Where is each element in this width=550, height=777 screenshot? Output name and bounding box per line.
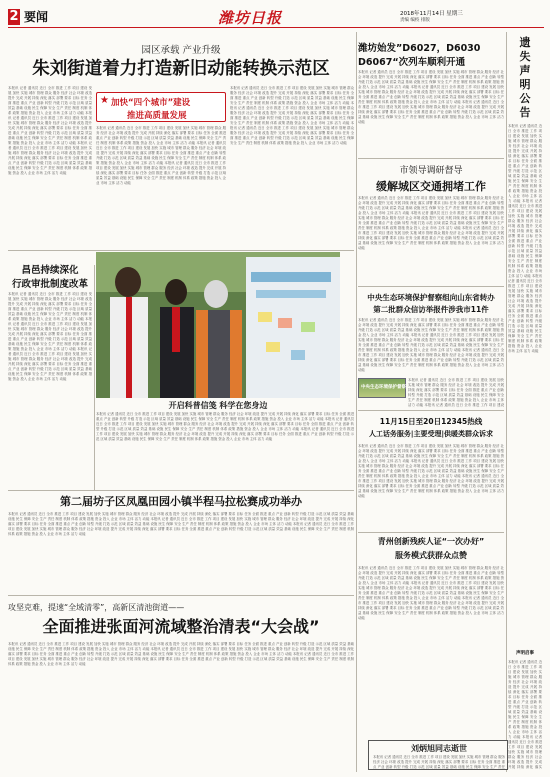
env-inspection-image [358,378,406,398]
section-rule [358,286,504,287]
notices-list [508,124,542,646]
article-headline: 潍坊始发”D6027，D6030 [358,43,481,54]
article-body [96,126,226,248]
article-headline: 朱刘街道着力打造新旧动能转换示范区 [32,59,330,79]
notice-title-char: 遗 [519,36,531,49]
header-rule [8,27,544,28]
article-body [8,86,92,258]
article-body [8,512,354,592]
article-headline: 市领导调研督导 [399,166,463,176]
notices-list [508,660,542,770]
article-body [8,292,92,488]
article-body [358,318,504,376]
article-kicker: 攻坚克难，提速“全域清零”，高新区清池街道—— [8,603,185,612]
article-body [408,378,504,408]
article-headline: 第二批群众信访举报件涉我市11件 [373,305,489,314]
article-body [358,70,504,156]
photo-caption: 开启科普信笺 科学在您身边 [168,401,268,410]
article-body [358,566,504,738]
notices-bottom-label: 声明启事 [516,651,534,656]
article-body [358,444,504,530]
photo-illustration [96,252,340,398]
issue-date: 2018年11月14日 星期三 [400,11,463,17]
article-headline: 青州创新残疾人证“一次办好” [377,537,485,546]
campaign-badge [96,92,226,122]
page-number: 2 [9,9,19,24]
obituary-body [373,755,505,769]
article-headline: 全面推进张面河流域整治清表“大会战” [42,617,320,636]
section-rule [358,158,504,159]
article-headline: 昌邑持续深化 [21,265,79,276]
article-headline: 缓解城区交通拥堵工作 [376,180,486,193]
article-headline: 服务模式获群众点赞 [395,551,467,560]
obituary-box [368,740,508,770]
article-body [230,86,354,248]
env-image-label: 中央生态环境保护督察 [361,385,406,390]
notice-title-char: 公 [519,92,531,105]
section-rule [8,490,354,491]
notice-title-char: 告 [519,106,531,119]
column-divider [506,32,507,772]
section-rule [358,532,504,533]
article-headline: 中央生态环境保护督察组向山东省转办 [367,293,495,302]
notice-title-char: 声 [519,64,531,77]
column-divider [94,265,95,490]
news-photo [96,252,340,398]
column-divider [356,32,357,772]
article-body [8,642,354,772]
article-body [358,196,504,284]
badge-line-1: 加快“四个城市”建设 [111,98,191,108]
badge-line-2: 推进高质量发展 [127,111,187,121]
star-icon: ★ [100,95,109,106]
notice-title-char: 失 [519,50,531,63]
notices-column-title [508,36,542,120]
article-headline: 人工话务服务|主要受理|供暖类群众诉求 [368,430,494,438]
section-rule [8,250,354,251]
article-headline: 11月15日至20日12345热线 [379,417,483,426]
editor-credits: 责编 编校 排版 [400,18,430,23]
article-kicker: 园区承载 产业升级 [141,45,221,56]
article-headline: D6067“次列车顺利开通 [358,57,466,68]
article-headline: 第二届坊子区凤凰田园小镇半程马拉松赛成功举办 [60,495,302,508]
newspaper-masthead: 潍坊日报 [218,9,283,27]
notice-title-char: 明 [519,78,531,91]
section-rule [8,595,354,596]
section-name: 要闻 [24,10,49,24]
section-rule [358,410,504,411]
photo-description [96,412,354,488]
obituary-title: 刘炳旭同志逝世 [411,744,467,753]
article-headline: 行政审批制度改革 [11,279,88,290]
